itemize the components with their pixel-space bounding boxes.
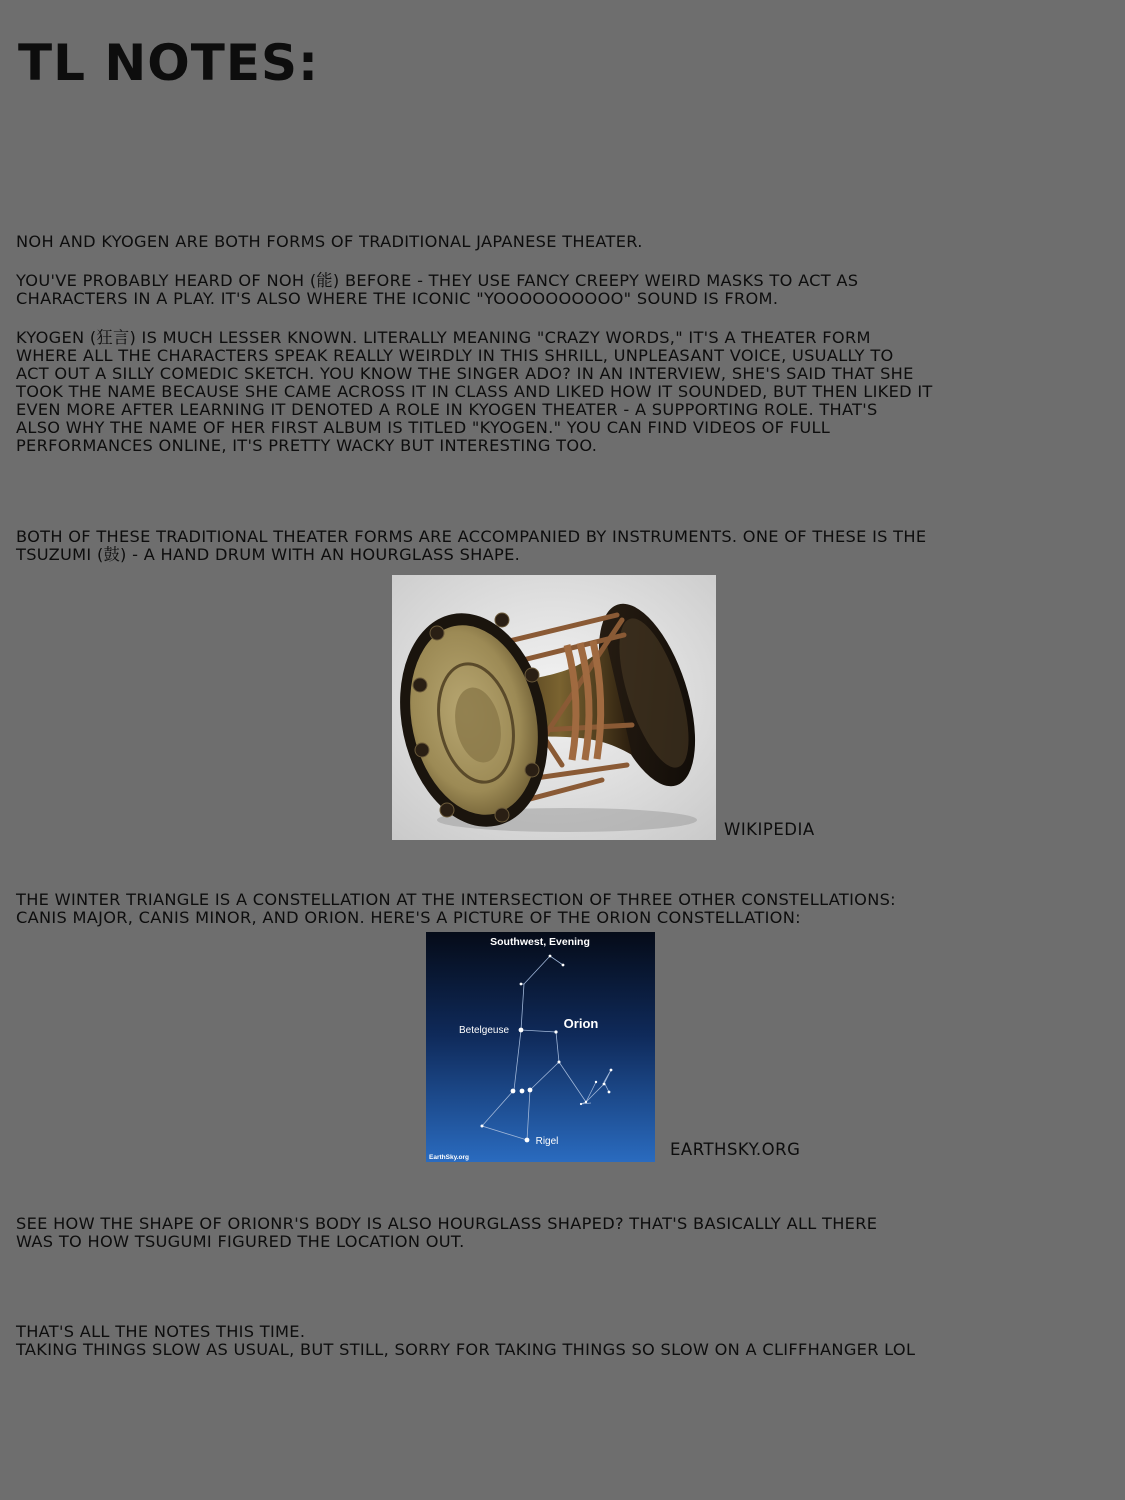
text-line: SEE HOW THE SHAPE OF ORIONR'S BODY IS ALSO HOURGLASS SHAPED? THAT'S BASICALLY ALL THERE [16,1214,878,1233]
text-line: YOU'VE PROBABLY HEARD OF NOH (能) BEFORE - THEY USE FANCY CREEPY WEIRD MASKS TO ACT AS [16,271,859,290]
orion-header-text: Southwest, Evening [490,936,590,948]
text-line: EVEN MORE AFTER LEARNING IT DENOTED A ROLE IN KYOGEN THEATER - A SUPPORTING ROLE. THAT'S [16,400,878,419]
text-line: WHERE ALL THE CHARACTERS SPEAK REALLY WEIRDLY IN THIS SHRILL, UNPLEASANT VOICE, USUALLY TO [16,346,894,365]
rigel-label: Rigel [535,1136,559,1147]
text-line: NOH AND KYOGEN ARE BOTH FORMS OF TRADITIONAL JAPANESE THEATER. [16,232,643,251]
orion-image-credit: EARTHSKY.ORG [670,1140,801,1159]
paragraph-closing [16,1323,1106,1359]
text-line: KYOGEN (狂言) IS MUCH LESSER KNOWN. LITERALLY MEANING "CRAZY WORDS," IT'S A THEATER FORM [16,328,871,347]
text-line: TOOK THE NAME BECAUSE SHE CAME ACROSS IT IN CLASS AND LIKED HOW IT SOUNDED, BUT THEN LIKED IT [16,382,933,401]
paragraph-orion-hourglass [16,1215,1106,1251]
text-line: CANIS MAJOR, CANIS MINOR, AND ORION. HERE'S A PICTURE OF THE ORION CONSTELLATION: [16,908,801,927]
text-line: BOTH OF THESE TRADITIONAL THEATER FORMS ARE ACCOMPANIED BY INSTRUMENTS. ONE OF THESE IS THE [16,527,927,546]
paragraph-winter-triangle [16,891,1106,927]
text-line: THE WINTER TRIANGLE IS A CONSTELLATION AT THE INTERSECTION OF THREE OTHER CONSTELLATIONS: [16,890,896,909]
text-line: TAKING THINGS SLOW AS USUAL, BUT STILL, SORRY FOR TAKING THINGS SO SLOW ON A CLIFFHANGER LOL [16,1340,916,1359]
text-line: THAT'S ALL THE NOTES THIS TIME. [16,1322,306,1341]
text-line: TSUZUMI (鼓) - A HAND DRUM WITH AN HOURGLASS SHAPE. [16,545,521,564]
text-line: CHARACTERS IN A PLAY. IT'S ALSO WHERE THE ICONIC "YOOOOOOOOOO" SOUND IS FROM. [16,289,779,308]
paragraph-noh [16,272,1106,308]
paragraph-tsuzumi [16,528,1106,564]
page-title: TL NOTES: [18,34,319,92]
text-line: PERFORMANCES ONLINE, IT'S PRETTY WACKY BUT INTERESTING TOO. [16,436,598,455]
paragraph-noh-kyogen-intro [16,233,1106,251]
text-line: ALSO WHY THE NAME OF HER FIRST ALBUM IS TITLED "KYOGEN." YOU CAN FIND VIDEOS OF FULL [16,418,831,437]
earthsky-watermark: EarthSky.org [429,1154,469,1161]
tsuzumi-drum-image [392,575,716,840]
orion-constellation-image [426,932,655,1162]
paragraph-kyogen [16,329,1106,455]
text-line: ACT OUT A SILLY COMEDIC SKETCH. YOU KNOW THE SINGER ADO? IN AN INTERVIEW, SHE'S SAID THAT SHE [16,364,914,383]
orion-label: Orion [563,1016,599,1031]
drum-image-credit: WIKIPEDIA [724,820,815,839]
text-line: WAS TO HOW TSUGUMI FIGURED THE LOCATION OUT. [16,1232,465,1251]
betelgeuse-label: Betelgeuse [458,1025,510,1036]
